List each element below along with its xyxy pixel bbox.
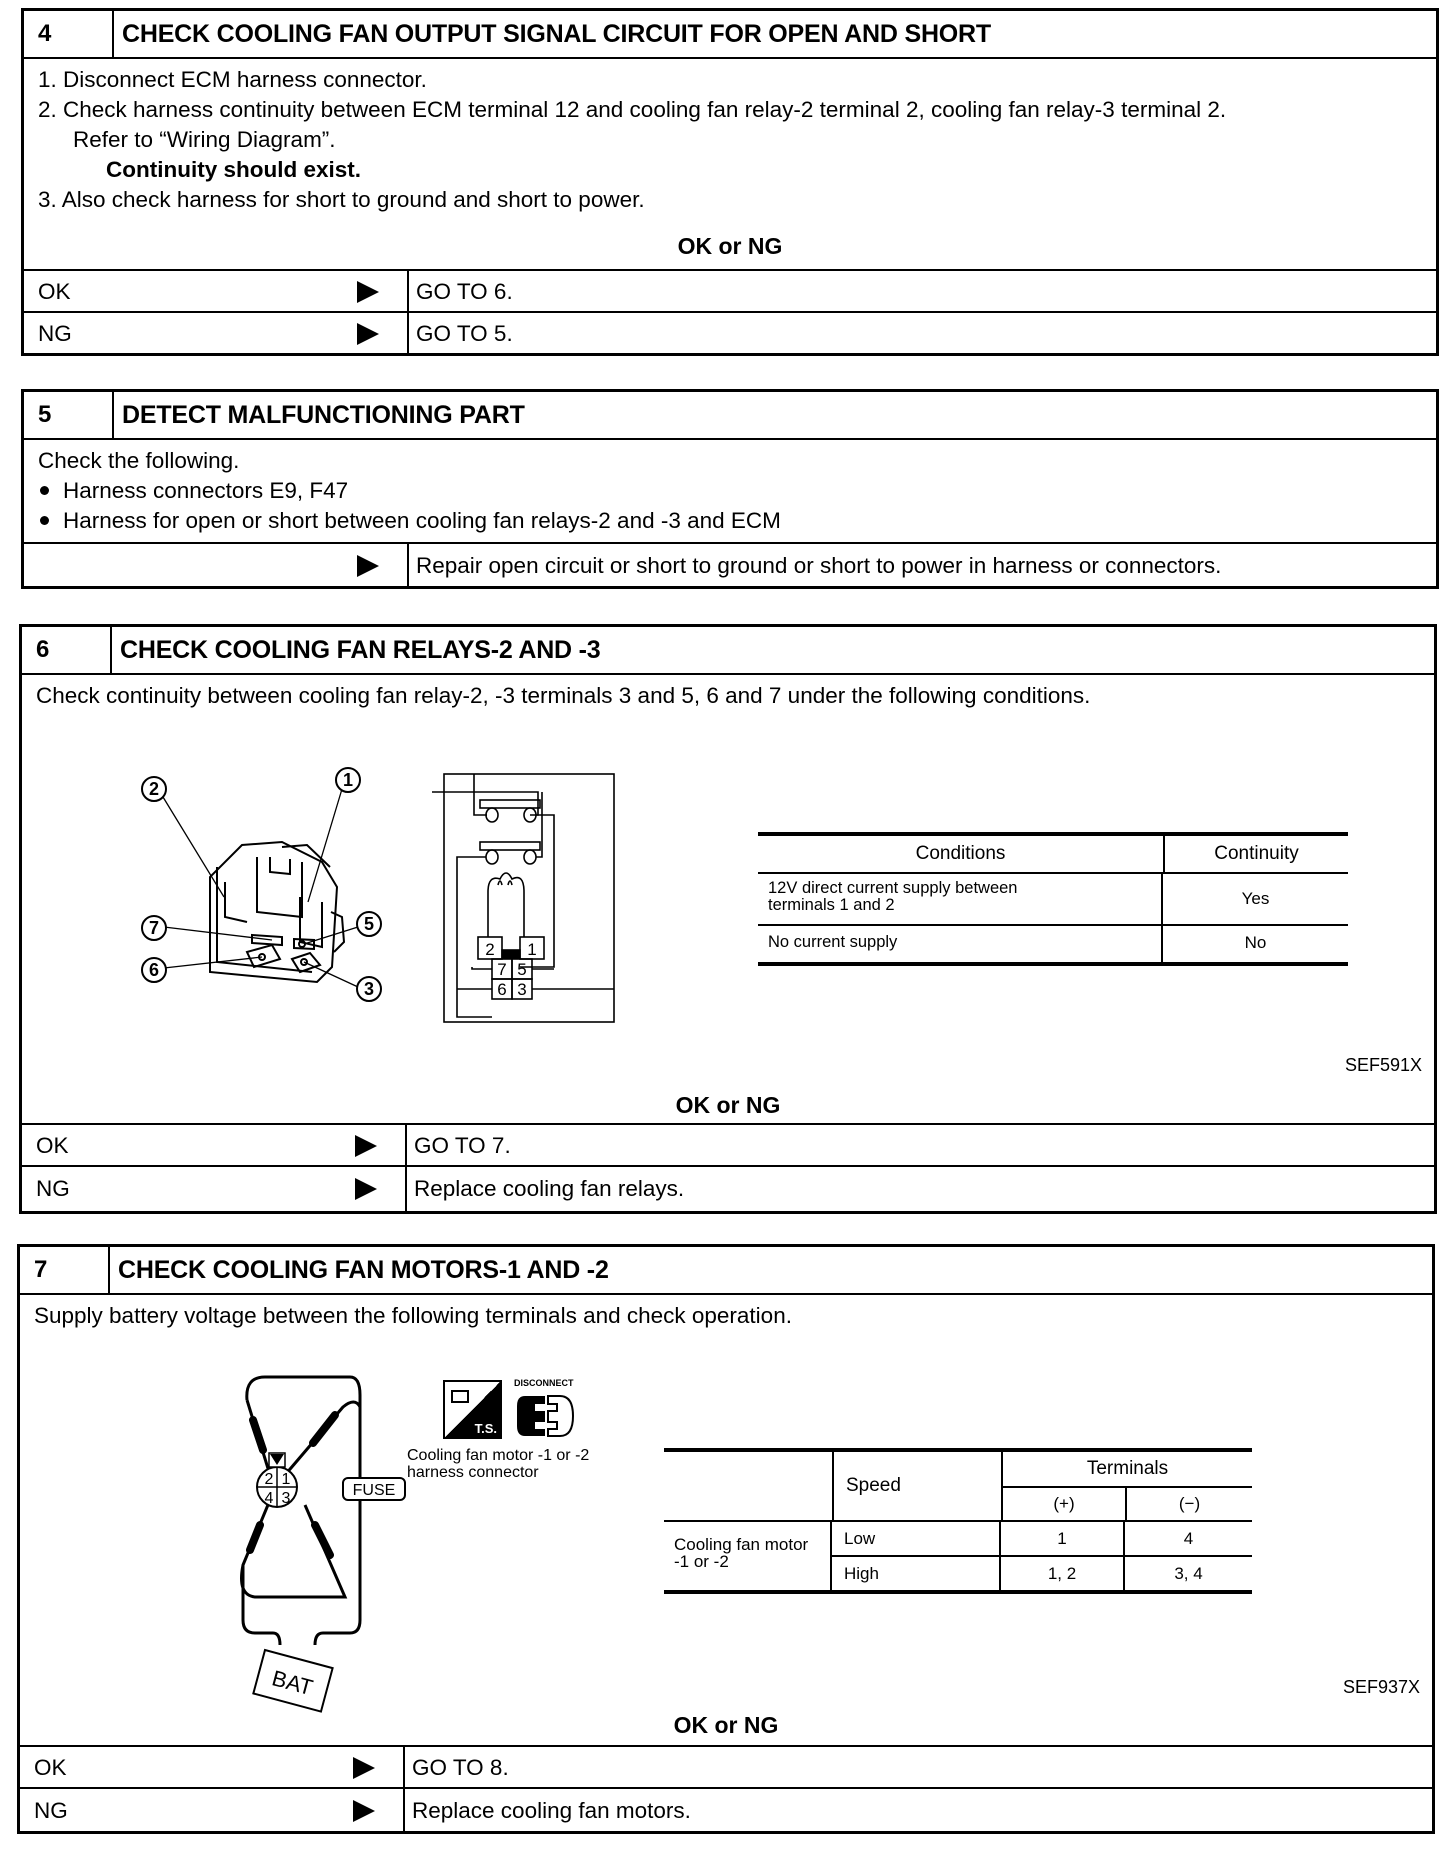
instruction-line: 2. Check harness continuity between ECM terminal 12 and cooling fan relay-2 terminal 2, cooling fan relay-3 terminal 2.: [38, 97, 1227, 122]
svg-text:2: 2: [485, 940, 495, 959]
svg-text:3: 3: [517, 980, 527, 999]
test-symbol-icon: T.S.: [443, 1380, 502, 1439]
svg-text:6: 6: [497, 980, 507, 999]
bullet-item: Harness for open or short between cooling fan relays-2 and -3 and ECM: [38, 506, 781, 536]
step-4: [21, 8, 1439, 356]
svg-text:6: 6: [148, 960, 160, 980]
result-action[interactable]: GO TO 6.: [416, 279, 513, 304]
step-5: [21, 389, 1439, 589]
svg-text:5: 5: [517, 960, 527, 979]
svg-text:2: 2: [148, 779, 160, 799]
svg-text:1: 1: [342, 770, 354, 790]
result-label: NG: [34, 1798, 68, 1823]
table-header: Continuity: [1214, 843, 1299, 864]
step-7: [17, 1244, 1435, 1834]
result-label: NG: [36, 1176, 70, 1201]
table-header: Terminals: [1003, 1452, 1252, 1488]
step-number: 5: [24, 392, 114, 438]
svg-text:5: 5: [363, 914, 375, 934]
svg-text:1: 1: [527, 940, 537, 959]
svg-text:3: 3: [363, 979, 375, 999]
continuity-value: No: [1244, 933, 1267, 952]
svg-text:2: 2: [264, 1471, 274, 1488]
step-number: 4: [24, 11, 114, 57]
step-instruction: Supply battery voltage between the following terminals and check operation.: [34, 1303, 792, 1328]
result-prompt: OK or NG: [675, 1092, 781, 1118]
step-title: DETECT MALFUNCTIONING PART: [122, 400, 525, 429]
step-header: [22, 627, 1434, 675]
battery-label: BAT: [269, 1665, 316, 1701]
table-row: 12V direct current supply between terminals 1 and 2 Yes: [758, 872, 1348, 924]
result-action[interactable]: Replace cooling fan motors.: [412, 1798, 691, 1823]
step-instructions: [38, 65, 1226, 215]
step-header: [20, 1247, 1432, 1295]
instruction-line: 3. Also check harness for short to ground and short to power.: [38, 187, 645, 212]
step-6: [19, 624, 1437, 1214]
table-row: No current supply No: [758, 924, 1348, 966]
svg-text:4: 4: [264, 1490, 274, 1507]
table-row: Low 1 4: [832, 1522, 1252, 1557]
arrow-right-icon: [353, 1757, 375, 1779]
table-header: (+): [1003, 1488, 1127, 1520]
figure-caption: Cooling fan motor -1 or -2 harness connector: [407, 1447, 590, 1481]
result-prompt: OK or NG: [677, 233, 783, 259]
expected-result: Continuity should exist.: [106, 157, 362, 182]
arrow-right-icon: [357, 555, 379, 577]
result-row-ng[interactable]: [20, 1787, 1432, 1833]
step-header: [24, 11, 1436, 59]
svg-text:1: 1: [281, 1471, 291, 1488]
table-row-label: Cooling fan motor -1 or -2: [664, 1522, 832, 1590]
result-row-ok[interactable]: [20, 1745, 1432, 1789]
result-row-ng[interactable]: [22, 1165, 1434, 1211]
disconnect-label: DISCONNECT: [514, 1378, 574, 1388]
step-instruction: Check continuity between cooling fan relay-2, -3 terminals 3 and 5, 6 and 7 under the following conditions.: [36, 683, 1091, 708]
step-title: CHECK COOLING FAN MOTORS-1 AND -2: [118, 1255, 609, 1284]
step-number: 6: [22, 627, 112, 673]
result-label: NG: [38, 321, 72, 346]
table-header: Conditions: [758, 836, 1165, 872]
result-action[interactable]: Repair open circuit or short to ground or short to power in harness or connectors.: [416, 553, 1222, 578]
result-label: OK: [36, 1133, 69, 1158]
table-row: High 1, 2 3, 4: [832, 1557, 1252, 1590]
svg-text:3: 3: [281, 1490, 291, 1507]
result-row-ok[interactable]: [22, 1123, 1434, 1167]
table-header: (−): [1178, 1494, 1201, 1513]
conditions-table: [758, 832, 1348, 966]
step-title: CHECK COOLING FAN OUTPUT SIGNAL CIRCUIT FOR OPEN AND SHORT: [122, 19, 991, 48]
result-row-ok[interactable]: [24, 269, 1436, 313]
result-action[interactable]: GO TO 8.: [412, 1755, 509, 1780]
instruction-intro: Check the following.: [38, 448, 240, 473]
step-instructions: [38, 446, 781, 536]
result-row[interactable]: [24, 542, 1436, 588]
arrow-right-icon: [353, 1800, 375, 1822]
figure-code: SEF591X: [1344, 1055, 1422, 1075]
continuity-value: Yes: [1241, 889, 1270, 908]
table-header: Speed: [834, 1452, 1003, 1520]
bullet-icon: [40, 516, 49, 525]
result-action[interactable]: Replace cooling fan relays.: [414, 1176, 685, 1201]
step-number: 7: [20, 1247, 110, 1293]
arrow-right-icon: [355, 1178, 377, 1200]
battery-tester-icon: [451, 1390, 469, 1403]
result-prompt: OK or NG: [673, 1712, 779, 1738]
result-action[interactable]: GO TO 5.: [416, 321, 513, 346]
arrow-right-icon: [355, 1135, 377, 1157]
result-action[interactable]: GO TO 7.: [414, 1133, 511, 1158]
motor-test-wiring-diagram: [225, 1365, 425, 1701]
svg-text:7: 7: [497, 960, 507, 979]
step-title: CHECK COOLING FAN RELAYS-2 AND -3: [120, 635, 601, 664]
bullet-icon: [40, 486, 49, 495]
instruction-line: Refer to “Wiring Diagram”.: [73, 127, 336, 152]
arrow-right-icon: [357, 323, 379, 345]
svg-text:7: 7: [148, 918, 160, 938]
result-label: OK: [34, 1755, 67, 1780]
step-header: [24, 392, 1436, 440]
bullet-item: Harness connectors E9, F47: [38, 476, 781, 506]
result-label: OK: [38, 279, 71, 304]
fuse-label: FUSE: [352, 1482, 396, 1499]
relay-schematic: [442, 767, 632, 1047]
arrow-right-icon: [357, 281, 379, 303]
disconnect-connector-icon: [515, 1391, 575, 1441]
figure-code: SEF937X: [1342, 1677, 1420, 1697]
terminal-table: [664, 1448, 1252, 1594]
relay-illustration: [132, 767, 452, 1007]
instruction-line: 1. Disconnect ECM harness connector.: [38, 67, 427, 92]
result-row-ng[interactable]: [24, 311, 1436, 355]
